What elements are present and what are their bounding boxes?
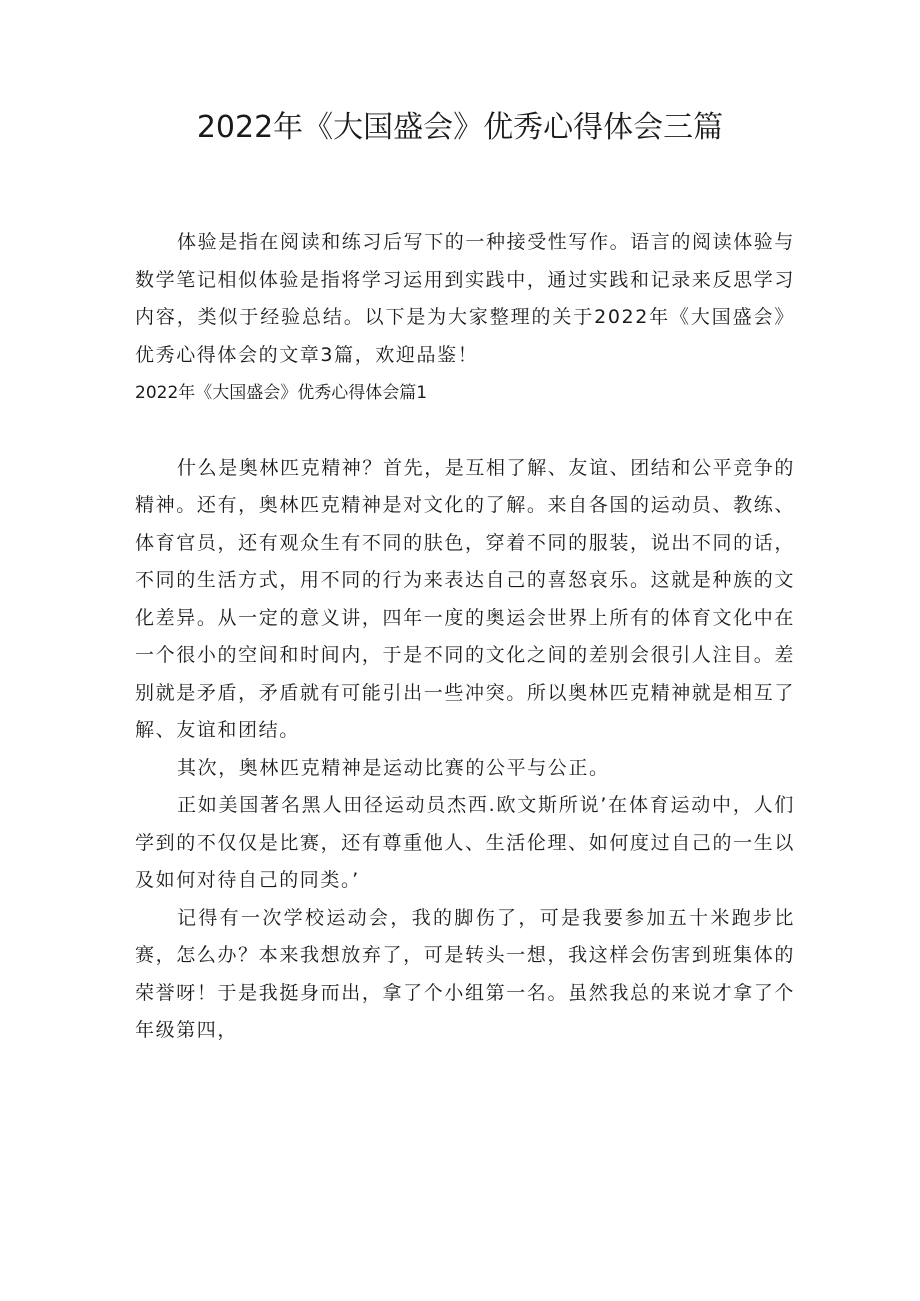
body-paragraph: 什么是奥林匹克精神？首先，是互相了解、友谊、团结和公平竞争的精神。还有，奥林匹克精神是对文化的了解。来自各国的运动员、教练、体育官员，还有观众生有不同的肤色，穿着不同的服装，说出不同的话，不同的生活方式，用不同的行为来表达自己的喜怒哀乐。这就是种族的文化差异。从一定的意义讲，四年一度的奥运会世界上所有的体育文化中在一个很小的空间和时间内，于是不同的文化之间的差别会很引人注目。差别就是矛盾，矛盾就有可能引出一些冲突。所以奥林匹克精神就是相互了解、友谊和团结。 — [135, 456, 796, 741]
section-heading: 2022年《大国盛会》优秀心得体会篇1 — [135, 383, 428, 403]
intro-paragraph: 体验是指在阅读和练习后写下的一种接受性写作。语言的阅读体验与数学笔记相似体验是指将学习运用到实践中，通过实践和记录来反思学习内容，类似于经验总结。以下是为大家整理的关于2022年《大国盛会》优秀心得体会的文章3篇，欢迎品鉴！ — [135, 231, 796, 366]
document-body — [135, 224, 795, 1050]
body-paragraph: 记得有一次学校运动会，我的脚伤了，可是我要参加五十米跑步比赛，怎么办？本来我想放弃了，可是转头一想，我这样会伤害到班集体的荣誉呀！于是我挺身而出，拿了个小组第一名。虽然我总的来说才拿了个年级第四， — [135, 906, 795, 1041]
body-paragraph: 其次，奥林匹克精神是运动比赛的公平与公正。 — [177, 756, 610, 779]
body-paragraph: 正如美国著名黑人田径运动员杰西.欧文斯所说’在体育运动中，人们学到的不仅仅是比赛，还有尊重他人、生活伦理、如何度过自己的一生以及如何对待自己的同类。’ — [135, 794, 795, 891]
document-title: 2022年《大国盛会》优秀心得体会三篇 — [196, 110, 724, 145]
